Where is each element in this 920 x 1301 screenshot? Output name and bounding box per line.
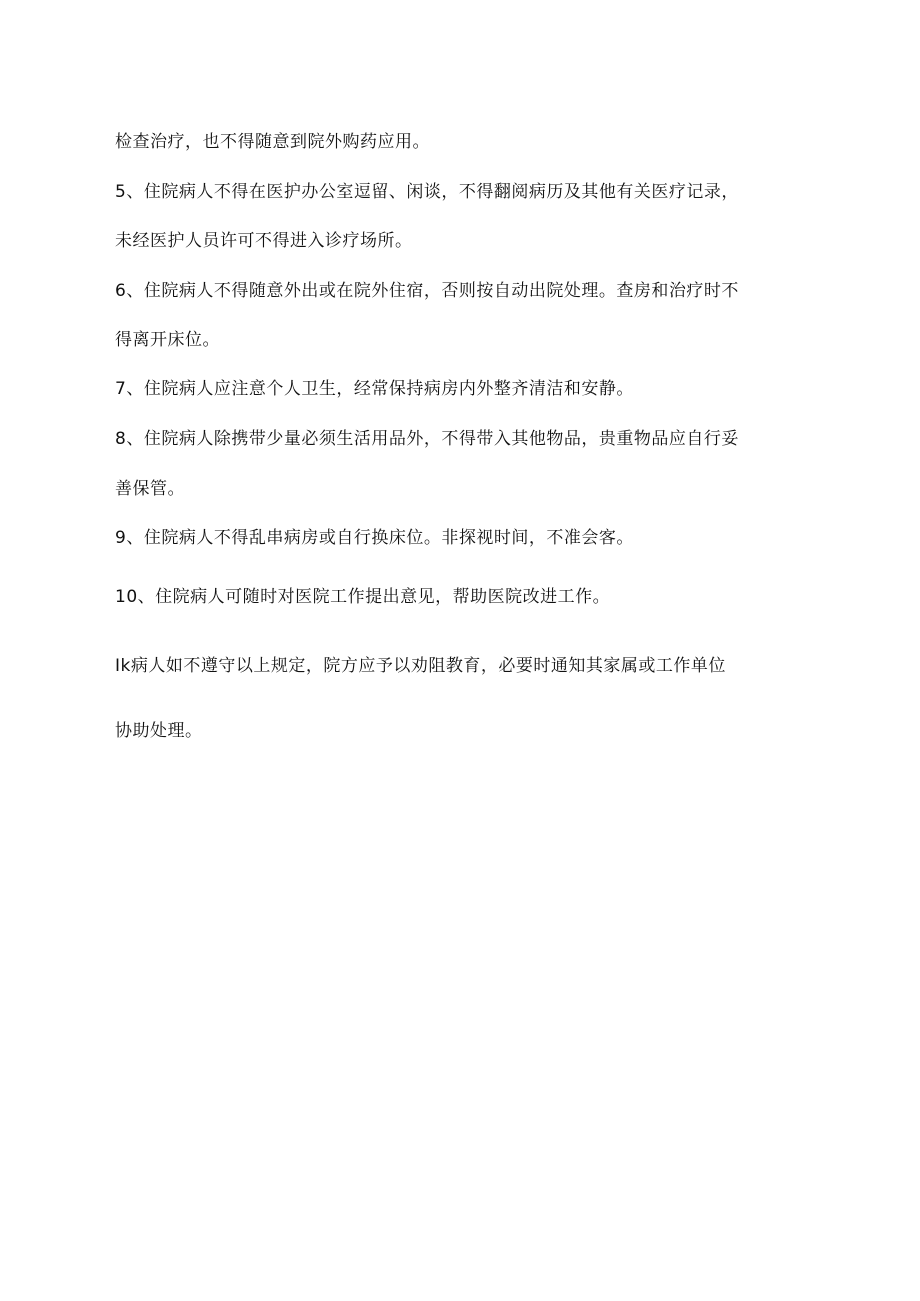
rule-10-line: 10、住院病人可随时对医院工作提出意见，帮助医院改进工作。 [115,587,611,607]
rule-7-line: 7、住院病人应注意个人卫生，经常保持病房内外整齐清洁和安静。 [115,379,634,399]
rule-5-line-2: 未经医护人员许可不得进入诊疗场所。 [115,231,413,251]
rule-6-line-2: 得离开床位。 [115,330,220,350]
rule-9-line: 9、住院病人不得乱串病房或自行换床位。非探视时间，不准会客。 [115,528,634,548]
rule-8-line-2: 善保管。 [115,479,185,499]
rule-11-line-1: Ik病人如不遵守以上规定，院方应予以劝阻教育，必要时通知其家属或工作单位 [115,656,726,676]
rule-5-line-1: 5、住院病人不得在医护办公室逗留、闲谈，不得翻阅病历及其他有关医疗记录， [115,182,739,202]
rule-8-line-1: 8、住院病人除携带少量必须生活用品外，不得带入其他物品，贵重物品应自行妥 [115,429,739,449]
rule-11-line-2: 协助处理。 [115,721,203,741]
rule-6-line-1: 6、住院病人不得随意外出或在院外住宿，否则按自动出院处理。查房和治疗时不 [115,281,739,301]
text-line-continuation: 检查治疗，也不得随意到院外购药应用。 [115,132,430,152]
